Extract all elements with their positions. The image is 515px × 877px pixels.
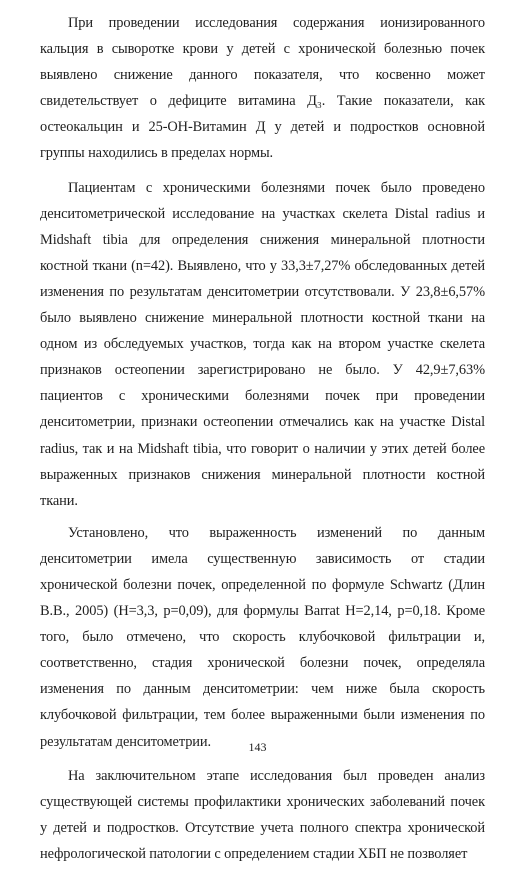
page-number: 143 [248,740,267,754]
paragraph-densitometry: Пациентам с хроническими болезнями почек было проведено денситометрической исследование на участках скелета Distal radius и Midshaft tibia для определения снижения минеральной плотности костной ткани (n=42). Выявлено, что у 33,3±7,27% обследованных детей изменения по результатам денситометрии отсутствовали. У 23,8±6,57% было выявлено снижение минеральной плотности костной ткани на одном из обследуемых участков, тогда как на втором участке скелета признаков остеопении зарегистрировано не было. У 42,9±7,63% пациентов с хроническими болезнями почек при проведении денситометрии, признаки остеопении отмечались как на участке Distal radius, так и на Midshaft tibia, что говорит о наличии у этих детей более выраженных признаков снижения минеральной плотности костной ткани. [40,179,485,509]
paragraph-prevention: На заключительном этапе исследования был проведен анализ существующей системы профилактики хронических заболеваний почек у детей и подростков. Отсутствие учета полного спектра хронической нефрологической патологии с определением стадии ХБП не позволяет [40,767,485,862]
paragraph-calcium: При проведении исследования содержания ионизированного кальция в сыворотке крови у детей с хронической болезнью почек выявлено снижение данного показателя, что косвенно может свидетельствует о дефиците витамина Д₃. Такие показатели, как остеокальцин и 25-ОН-Витамин Д у детей и подростков основной группы находились в пределах нормы. [40,15,485,162]
paragraph-ckd-stage: Установлено, что выраженность изменений по данным денситометрии имела существенную зависимость от стадии хронической болезни почек, определенной по формуле Schwartz (Длин В.В., 2005) (H=3,3, p=0,09), для формулы Barrat H=2,14, p=0,18. Кроме того, было отмечено, что скорость клубочковой фильтрации и, соответственно, стадия хронической болезни почек, определяла изменения по данным денситометрии: чем ниже была скорость клубочковой фильтрации, тем более выраженными были изменения по результатам денситометрии. [40,524,485,750]
